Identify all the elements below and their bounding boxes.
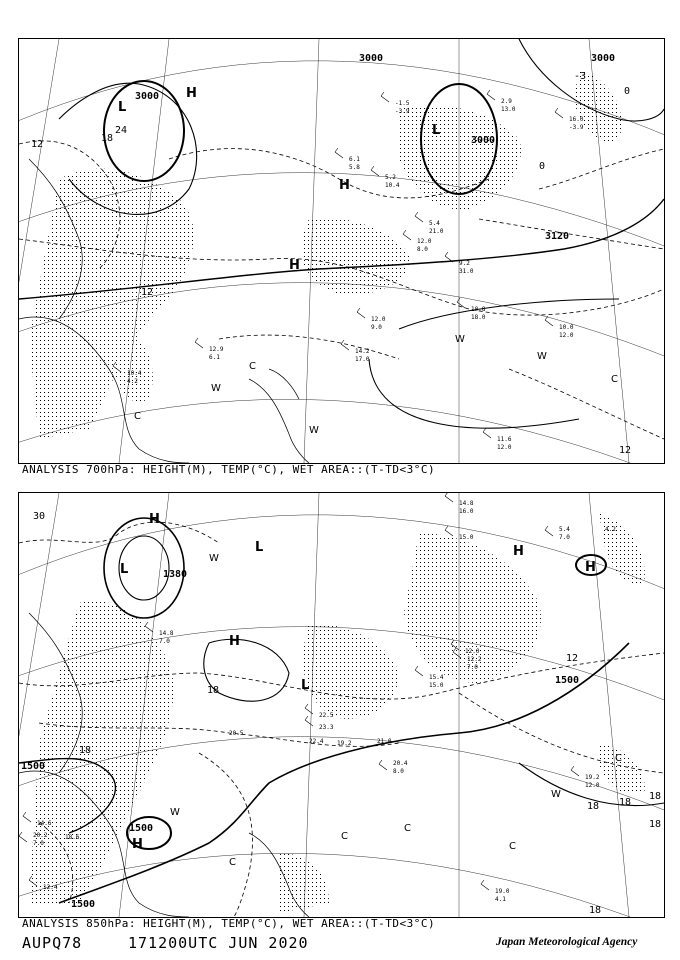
low-center-symbol: L (432, 123, 441, 138)
station-value: 4.1 (495, 896, 506, 903)
station-value: 14.2 (355, 348, 370, 355)
high-center-symbol: H (132, 837, 143, 852)
temp-label: 18 (207, 685, 220, 696)
station-value: 21.0 (377, 738, 392, 745)
station-value: -1.5 (395, 100, 410, 107)
station-value: 22.4 (309, 738, 324, 745)
warm-center-symbol: W (211, 383, 221, 394)
map-panel-850hpa (18, 492, 665, 918)
high-center-symbol: H (186, 86, 197, 101)
station-value: 8.0 (393, 768, 404, 775)
station-value: 20.4 (393, 760, 408, 767)
wind-barb (371, 166, 379, 176)
high-center-symbol: H (149, 512, 160, 527)
temp-label: 12 (31, 139, 44, 150)
station-value: 16.0 (569, 116, 584, 123)
height-label: 3000 (591, 53, 616, 64)
thermal-centers (170, 553, 622, 868)
station-value: 10.4 (385, 182, 400, 189)
wind-barb (445, 493, 453, 502)
temp-label: 24 (115, 125, 128, 136)
temp-label: 12 (619, 445, 632, 456)
station-value: 8.0 (417, 246, 428, 253)
station-value: 9.2 (459, 260, 470, 267)
station-value: -3.9 (395, 108, 410, 115)
station-value: 15.0 (429, 682, 444, 689)
station-value: 15.4 (429, 674, 444, 681)
temp-label: 18 (649, 819, 662, 830)
station-value: 22.5 (319, 712, 334, 719)
station-value: 12.9 (209, 346, 224, 353)
warm-center-symbol: W (537, 351, 547, 362)
station-value: 4.2 (605, 526, 616, 533)
warm-center-symbol: W (455, 334, 465, 345)
wind-barb (487, 90, 495, 100)
temp-label: -3 (574, 71, 587, 82)
wind-barb (571, 766, 579, 776)
low-center-symbol: L (255, 540, 264, 555)
wind-barb (357, 308, 365, 318)
chart-identifier: AUPQ78 (22, 934, 83, 952)
temp-label: 30 (33, 511, 46, 522)
height-label: 1380 (163, 569, 188, 580)
temp-label: 18 (587, 801, 600, 812)
height-label: 3000 (135, 91, 160, 102)
wind-barb (555, 108, 563, 118)
station-value: 13.0 (501, 106, 516, 113)
station-value: 21.0 (429, 228, 444, 235)
station-value: 5.4 (429, 220, 440, 227)
height-label: 1500 (129, 823, 154, 834)
temp-label: 18 (101, 133, 114, 144)
station-value: 4.2 (127, 378, 138, 385)
wind-barb (195, 338, 203, 348)
station-value: 5.8 (349, 164, 360, 171)
station-value: 7.0 (33, 840, 44, 847)
warm-center-symbol: W (551, 789, 561, 800)
high-center-symbol: H (289, 258, 300, 273)
temp-label: 12 (566, 653, 579, 664)
low-center-symbol: L (118, 100, 127, 115)
station-value: 12.2 (467, 656, 482, 663)
warm-center-symbol: W (170, 807, 180, 818)
wind-barb (483, 428, 491, 438)
station-value: 12.0 (417, 238, 432, 245)
cold-center-symbol: C (404, 823, 411, 834)
valid-time: 171200UTC JUN 2020 (128, 934, 309, 952)
station-value: 12.0 (585, 782, 600, 789)
wind-barb (381, 92, 389, 102)
station-value: 31.0 (459, 268, 474, 275)
station-value: 12.0 (497, 444, 512, 451)
station-value: 6.1 (209, 354, 220, 361)
temp-label: 12 (141, 287, 154, 298)
height-label: 1500 (555, 675, 580, 686)
warm-center-symbol: W (309, 425, 319, 436)
station-value: 7.0 (159, 638, 170, 645)
cold-center-symbol: C (615, 753, 622, 764)
station-value: 6.1 (349, 156, 360, 163)
station-value: 18.0 (471, 314, 486, 321)
station-value: 11.6 (497, 436, 512, 443)
station-value: 12.0 (465, 648, 480, 655)
wind-barb (19, 832, 27, 842)
panel-caption-700hpa: ANALYSIS 700hPa: HEIGHT(M), TEMP(°C), WET AREA::(T-TD<3°C) (22, 463, 436, 476)
height-label: 1500 (71, 899, 96, 910)
high-center-symbol: H (513, 544, 524, 559)
map-700hpa-svg (19, 39, 664, 463)
height-label: 3000 (471, 135, 496, 146)
wind-barb (379, 760, 387, 770)
high-center-symbol: H (229, 634, 240, 649)
station-value: 15.0 (459, 534, 474, 541)
station-value: 7.0 (559, 534, 570, 541)
warm-center-symbol: W (209, 553, 219, 564)
wind-barb (415, 212, 423, 222)
cold-center-symbol: C (229, 857, 236, 868)
station-value: 12.0 (371, 316, 386, 323)
station-value: 7.0 (467, 664, 478, 671)
station-value: 19.2 (585, 774, 600, 781)
high-center-symbol: H (339, 178, 350, 193)
cold-center-symbol: C (249, 361, 256, 372)
station-value: 20.2 (33, 832, 48, 839)
wind-barb (305, 716, 313, 726)
station-value: 12.4 (43, 884, 58, 891)
cold-center-symbol: C (134, 411, 141, 422)
low-center-symbol: L (301, 678, 310, 693)
station-value: 18.6 (65, 834, 80, 841)
temp-label: 0 (539, 161, 546, 172)
wind-barb (415, 666, 423, 676)
high-center-symbol: H (585, 560, 596, 575)
station-value: 20.5 (229, 730, 244, 737)
station-value: 14.8 (459, 500, 474, 507)
station-value: 19.0 (495, 888, 510, 895)
station-value: 17.0 (355, 356, 370, 363)
station-value: 16.0 (459, 508, 474, 515)
agency-credit: Japan Meteorological Agency (496, 936, 638, 948)
height-label: 3120 (545, 231, 570, 242)
temp-label: 0 (624, 86, 631, 97)
wind-barb (481, 880, 489, 890)
cold-center-symbol: C (341, 831, 348, 842)
height-labels (135, 53, 615, 242)
station-value: 5.2 (385, 174, 396, 181)
station-value: 23.3 (319, 724, 334, 731)
station-value: 14.8 (159, 630, 174, 637)
wind-barb (403, 230, 411, 240)
temp-label: 18 (649, 791, 662, 802)
station-value: 14.6 (37, 820, 52, 827)
wind-barb (545, 526, 553, 536)
station-value: 10.4 (127, 370, 142, 377)
station-value: 10.8 (471, 306, 486, 313)
map-panel-700hpa (18, 38, 665, 464)
wind-barb (445, 526, 453, 536)
map-850hpa-svg (19, 493, 664, 917)
height-label: 1500 (21, 761, 46, 772)
temp-label: 18 (589, 905, 602, 916)
station-value: 19.2 (337, 740, 352, 747)
station-value: 9.0 (371, 324, 382, 331)
temp-label: 18 (79, 745, 92, 756)
station-value: 5.4 (559, 526, 570, 533)
wind-barb (305, 704, 313, 714)
panel-caption-850hpa: ANALYSIS 850hPa: HEIGHT(M), TEMP(°C), WET AREA::(T-TD<3°C) (22, 917, 436, 930)
station-value: -3.9 (569, 124, 584, 131)
station-value: 12.0 (559, 332, 574, 339)
wind-barb (335, 148, 343, 158)
station-value: 10.0 (559, 324, 574, 331)
station-value: 2.9 (501, 98, 512, 105)
low-center-symbol: L (120, 562, 129, 577)
wind-barb (23, 812, 31, 822)
temp-label: 18 (619, 797, 632, 808)
cold-center-symbol: C (509, 841, 516, 852)
height-label: 3000 (359, 53, 384, 64)
cold-center-symbol: C (611, 374, 618, 385)
